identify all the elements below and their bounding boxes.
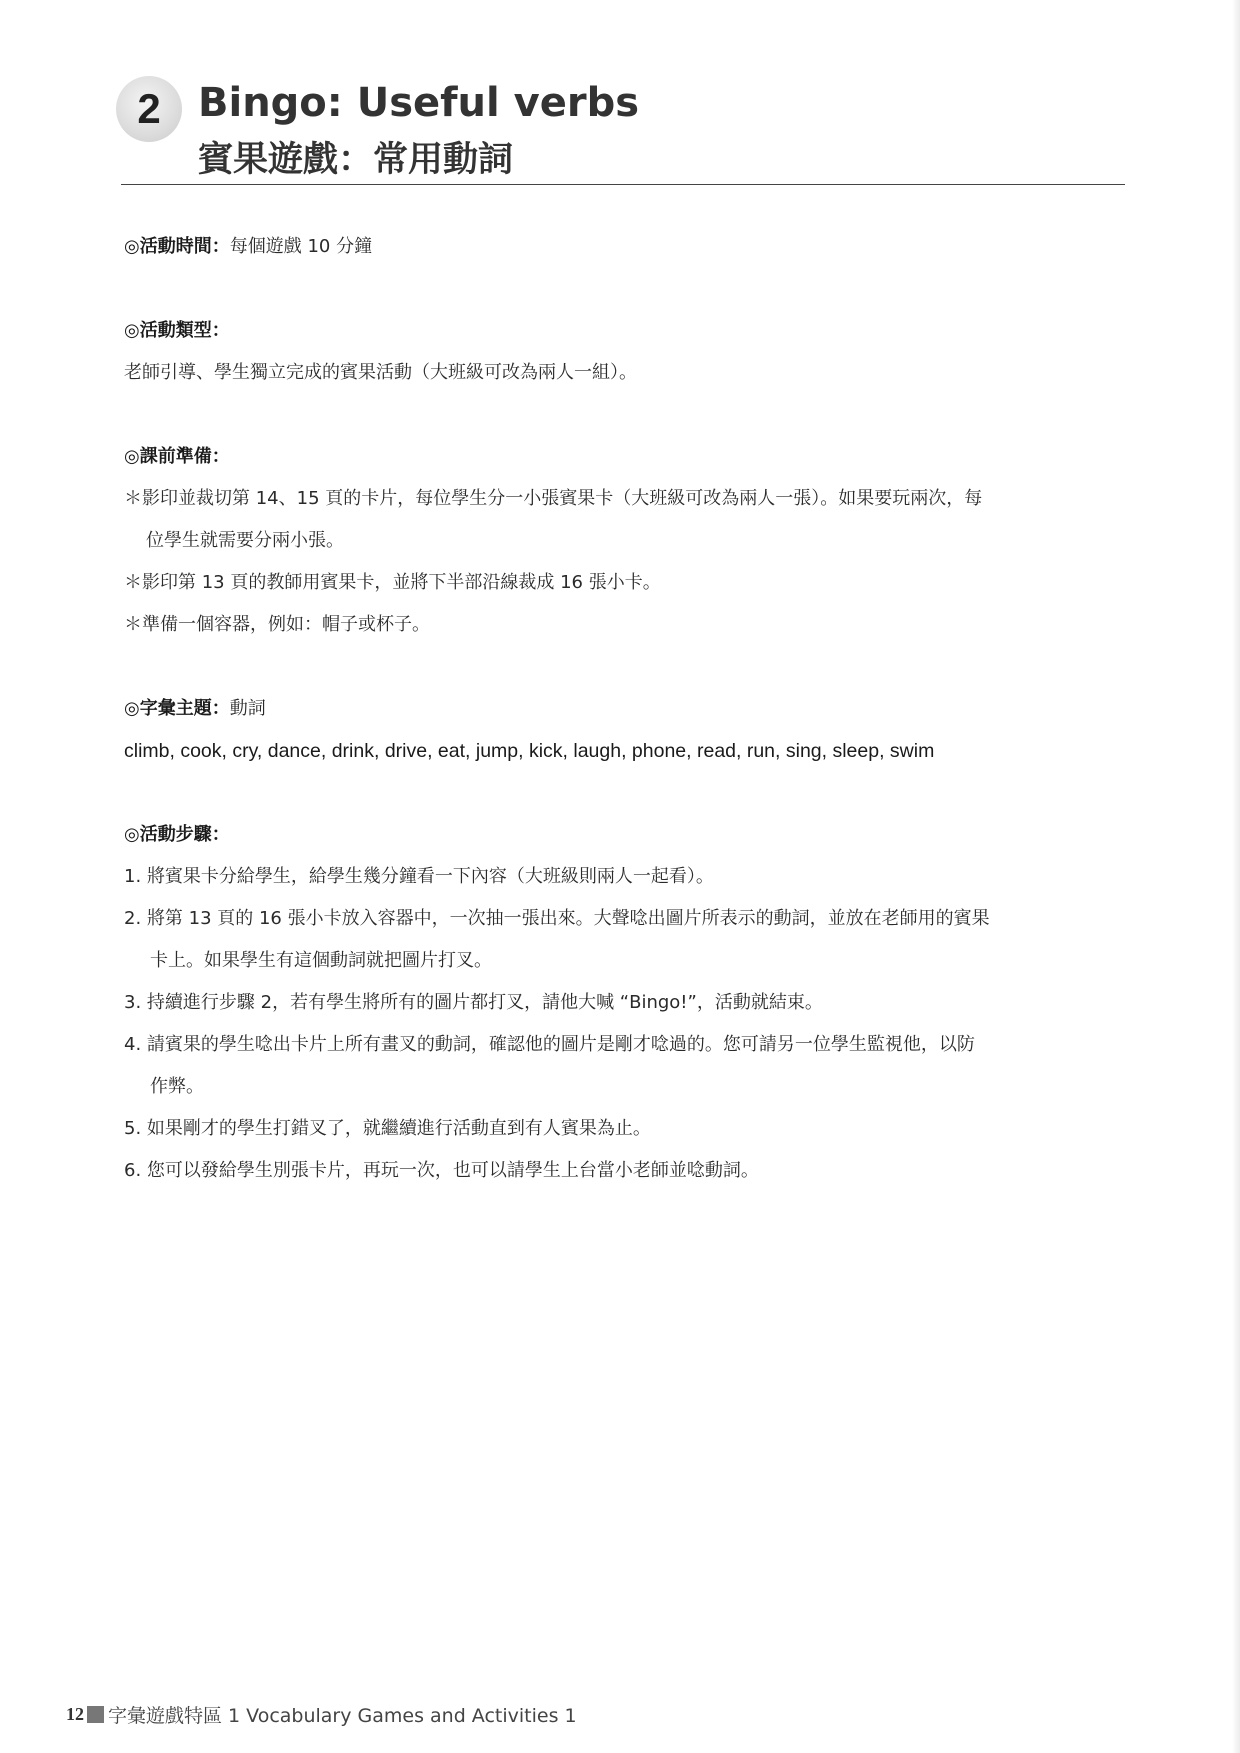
prep-item: ＊影印第 13 頁的教師用賓果卡，並將下半部沿線裁成 16 張小卡。 — [124, 572, 661, 593]
time-section — [124, 226, 1128, 268]
chapter-badge — [116, 76, 182, 142]
type-text: 老師引導、學生獨立完成的賓果活動（大班級可改為兩人一組）。 — [124, 362, 637, 383]
title-divider — [121, 184, 1125, 185]
time-label: ◎活動時間： — [124, 236, 230, 257]
title-english: Bingo: Useful verbs — [198, 80, 640, 126]
page-footer — [66, 1701, 577, 1728]
step-line: 4. 請賓果的學生唸出卡片上所有畫叉的動詞，確認他的圖片是剛才唸過的。您可請另一位學生監視他，以防 — [124, 1034, 975, 1055]
page-number: 12 — [66, 1704, 84, 1724]
time-value: 每個遊戲 10 分鐘 — [229, 236, 373, 257]
vocab-section — [124, 688, 1128, 730]
footer-book-title: 字彙遊戲特區 1 Vocabulary Games and Activities 1 — [108, 1705, 577, 1727]
vocab-word-list: climb, cook, cry, dance, drink, drive, eat, jump, kick, laugh, phone, read, run, sing, sleep, swim — [124, 740, 935, 762]
footer-square-icon — [87, 1706, 104, 1723]
prep-label: ◎課前準備： — [124, 446, 230, 467]
step-line: 1. 將賓果卡分給學生，給學生幾分鐘看一下內容（大班級則兩人一起看）。 — [124, 866, 714, 887]
step-line-continued: 作弊。 — [150, 1076, 204, 1097]
vocab-label: ◎字彙主題： — [124, 698, 230, 719]
type-label: ◎活動類型： — [124, 320, 230, 341]
scan-edge-shadow — [1232, 0, 1240, 1753]
title-chinese: 賓果遊戲：常用動詞 — [198, 140, 514, 180]
step-line: 3. 持續進行步驟 2，若有學生將所有的圖片都打叉，請他大喊 “Bingo!”，活動就結束。 — [124, 992, 823, 1013]
chapter-number: 2 — [137, 85, 161, 132]
prep-item-continued: 位學生就需要分兩小張。 — [146, 530, 344, 551]
prep-item: ＊準備一個容器，例如：帽子或杯子。 — [124, 614, 430, 635]
step-line: 2. 將第 13 頁的 16 張小卡放入容器中，一次抽一張出來。大聲唸出圖片所表示的動詞，並放在老師用的賓果 — [124, 908, 990, 929]
step-line-continued: 卡上。如果學生有這個動詞就把圖片打叉。 — [150, 950, 492, 971]
vocab-topic: 動詞 — [229, 698, 266, 719]
content-body — [124, 226, 1128, 1192]
prep-item: ＊影印並裁切第 14、15 頁的卡片，每位學生分一小張賓果卡（大班級可改為兩人一張）。如果要玩兩次，每 — [124, 488, 983, 509]
steps-label: ◎活動步驟： — [124, 824, 230, 845]
step-line: 5. 如果剛才的學生打錯叉了，就繼續進行活動直到有人賓果為止。 — [124, 1118, 651, 1139]
step-line: 6. 您可以發給學生別張卡片，再玩一次，也可以請學生上台當小老師並唸動詞。 — [124, 1160, 759, 1181]
